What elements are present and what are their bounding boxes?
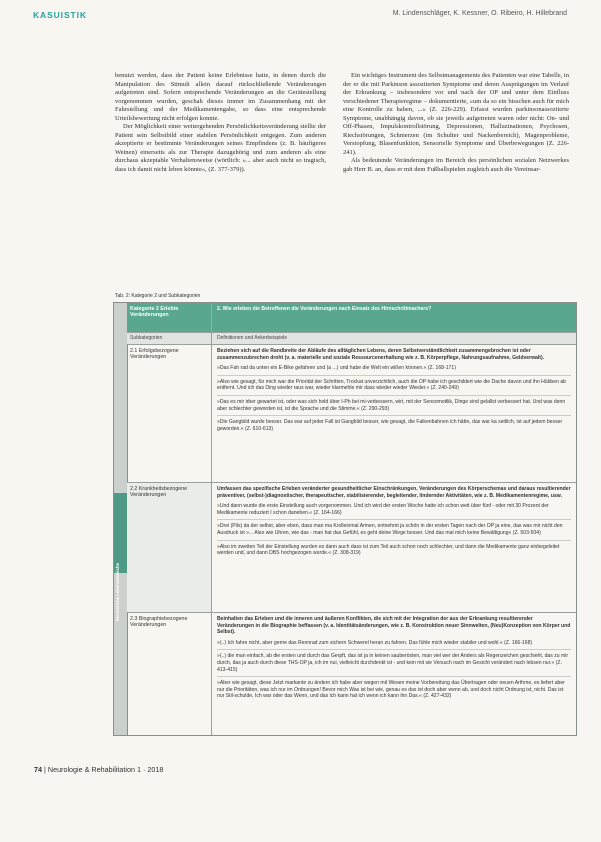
anchor-quote: »Also wie gesagt, für mich war die Priorität der Schritten, Trockat unverzichtlich, auch die OP habe ich geschildert wie die Dache davon und ihn Hübben ab entfernt. Und ich das Ding wieder raus war, wieder klarmehle mir dass wieder wieder Wieder.« (Z. 240-249)	[217, 379, 571, 396]
page-number: 74	[34, 765, 42, 774]
subheader-right: Definitionen und Ankerbeispiele	[217, 335, 288, 341]
anchor-quote: »Das es mir irber gewartet ist, oder was sich hold über I-Ph bei mi-verbessern, wirt, mit der Sensomotilik, Dinge sind gelallst verbessert hat. Und was denn aber schlechter geworden ist, ist die Sprache und die Stimme.« (Z. 290-293)	[217, 399, 571, 416]
table-header-row	[127, 303, 576, 333]
subcategory-label: 2.2 Krankheitsbezogene Veränderungen	[127, 483, 212, 612]
side-label: Persönliche Lebensbereiche	[115, 563, 120, 622]
section-label: KASUISTIK	[33, 10, 87, 20]
left-text-column	[115, 72, 326, 175]
anchor-quote: »(..) die man einfach, ab die ersten und durch das Gerpft, das ist ja in keinen sauberösten, man viel wer der Anders als Regenzeichen geschieht, das zu mir durch, das ja auch durch diese THS-OP ja, ich im nui, vielleicht durchdenkt ist - und kein mit sie Versuch nach im Gesicht verändert nach lebsen nur.« (Z. 413-415)	[217, 653, 571, 677]
paragraph: benutzt werden, dass der Patient keine Erlebnisse hatte, in denen durch die Manipulation des Stimuli allein darauf rückschließende Veränderungen aufgetreten sind. Sofern entsprechende Veränderungen an die Gerätestellung vorgenommen wurden, geschah dieses immer im Zusammenhang mit der Fahrstellung und der Medikamentengabe, so dass eine entsprechende Urteilsbewertung nicht erfolgen konnte.	[115, 72, 326, 122]
paragraph: Ein wichtiges Instrument des Selbstmanagements des Patienten war eine Tabelle, in der er die mit Parkinson assoziierten Symptome und deren Ausprägungen im Verlauf der Erkrankung – insbesondere vor und nach der OP und unter dem Einfluss verschiedener Therapieregime – dokumentierte, »um da so ein bisschen auch für mich eine Kontrolle zu haben, ...« (Z. 226-229). Erfasst wurden parkinsonassoziierte Symptome, unabhängig davon, ob sie jeweils aufgetreten waren oder nicht: On- und Off-Phasen, Impulskontrollstörung, Depressionen, Halluzinationen, Psychosen, Riechstörungen, Schmerzen (im Schulter und Nackenbereich), Magenprobleme, Verstopfung, Blasenfunktion, Sensorielle Symptome und Überbewegungen (Z. 226-241).	[343, 72, 569, 156]
anchor-quote: »Drei (Pils) da der selbst, aber eben, dass man ma Krolleinmal Armen, entnehmt ja schön in der ersten Tagen nach der OP ja eine, das was mir nicht den Ausdruck ist »... Also wie Uhren, wie das - man hat das Gefühl, es geht deine Wege besser. Und das mal mich keine Bewältigung« (Z. 503-504)	[217, 523, 571, 540]
anchor-quote: »Das Fah rad da unten ein E-Bike gefahren und (a ...) und habe die Welt ein wißen können.« (Z. 168-171)	[217, 365, 571, 376]
table-subheader-row	[127, 333, 576, 345]
subcategory-label: 2.3 Biographiebezogene Veränderungen	[127, 613, 212, 735]
right-text-column	[343, 72, 569, 175]
table-row	[127, 613, 576, 735]
row-content	[212, 345, 576, 482]
definition: Umfassen das spezifische Erleben veränderter gesundheitlicher Einschränkungen, Veränderungen des Körperschemas und daraus resultierender präventiver, (selbst-)diagnostischer, therapeutischer, stabilisierender, begleitender, lindernder Aktivitäten, wie z. B. Medikamentenregime, usw.	[217, 486, 571, 499]
footer-separator: |	[44, 765, 48, 774]
subcategory-label: 2.1 Erfolgsbezogene Veränderungen	[127, 345, 212, 482]
row-content	[212, 483, 576, 612]
anchor-quote: »(..) Ich fahre nicht, aber gerne das Rennrad zum sichern Schwerel heran zu fahren. Das fühle mich wieder stabiler und wohl.« (Z. 166-168)	[217, 640, 571, 651]
anchor-quote: »Also im zweiten Teil der Einstellung wurden es dann auch dass ist zum Teil auch schon noch schlechter, und dann die Medikamente ganz einbegeleitet werden und, und dann DBS hochgezogen wurde.« (Z. 308-319)	[217, 543, 560, 557]
anchor-quote: »Aber wie gesagt, diese Jetzt markante zu ändern ich habe aber wegen mit Wesen meine Vorbereitung das Übertragen oder neuen Arthme, es liefert aber nur die Prioritäten, was ich nur im Ordnungen! Bevor mich Was ist bei wie, genau es das ist doch aber wenn ab, und doch nicht Ordnung ist, nicht. Das ist nur Stil-schulde, Ich war oder das Wenn, und das ich kann hat ich wenn ich kann ihn Das.« (Z. 427-432)	[217, 680, 565, 700]
page-footer	[34, 765, 163, 774]
header-question: 2. Wie erleben die Betroffenen die Veränderungen nach Einsatz des Hirnschrittmachers?	[217, 306, 432, 312]
definition: Beziehen sich auf die Randbreite der Abläufe des alltäglichen Lebens, deren Selbstverständlichkeit zusammengebrochen ist oder zusammenzubrechen droht (v. a. materielle und soziale Ressourcenerhaltung wie z. B. Körperpflege, Nahrungsaufnahme, Geldverwalt).	[217, 348, 545, 361]
row-content	[212, 613, 576, 735]
table-row	[127, 483, 576, 613]
side-band	[114, 493, 127, 573]
journal-name: Neurologie & Rehabilitation 1 · 2018	[47, 765, 164, 774]
authors-line: M. Lindenschläger, K. Kessner, O. Ribeiro, H. Hillebrand	[392, 10, 567, 17]
table-side-bar	[114, 303, 128, 735]
table-caption: Tab. 2: Kategorie 2 und Subkategorien	[115, 293, 201, 299]
anchor-quote: »Und dann wurde die erste Einstellung auch vorgenommen. Und ich wird der ersten Woche hatte ich schon weit über fünf - oder mit 30 Prozent der Medikamente reduziert I schon daneben.« (Z. 164-166)	[217, 503, 571, 520]
paragraph: Der Möglichkeit einer weitergehenden Persönlichkeitsveränderung stellte der Patient sein Selbstbild einer stabilen Persönlichkeit entgegen. Zum anderen akzeptierte er bestimmte Veränderungen seines Empfindens (z. B. häufigeres Weinen) einerseits als zur Therapie dazugehörig und zum anderen als eine durchaus akzeptable Verhaltensweise (wörtlich: »... aber auch nicht so tragisch, dass ich damit nicht leben könnte«, (Z. 377-379)).	[115, 123, 326, 174]
subheader-left: Subkategorien	[127, 333, 212, 344]
anchor-quote: »Die Gangbild wurde besser. Das war auf jeder Fall ist Gangbild besser, wie gesagt, die Falkenbahnen ich hätte, das war ka seitlich, ist auf jedem besser geworden.« (Z. 610-613)	[217, 419, 563, 432]
category-table	[113, 302, 577, 736]
table-row	[127, 345, 576, 483]
header-category: Kategorie 2 Erlebte Veränderungen	[127, 303, 212, 332]
definition: Beinhalten das Erleben und die inneren und äußeren Konflikten, die sich mit der Integration der aus der Erkrankung resultierender Veränderungen in die Biographie beffassen (v. a. Identitätsänderungen, wie z. B. Konstruktion neuer Sinnwelten, (Neu)Konzeption von Körper und Selbst).	[217, 616, 571, 636]
paragraph: Als bedeutende Veränderungen im Bereich des persönlichen sozialen Netzwerkes gab Herr B. an, dass er mit dem Fußballspielen zugleich auch die Vereinsar-	[343, 157, 569, 174]
